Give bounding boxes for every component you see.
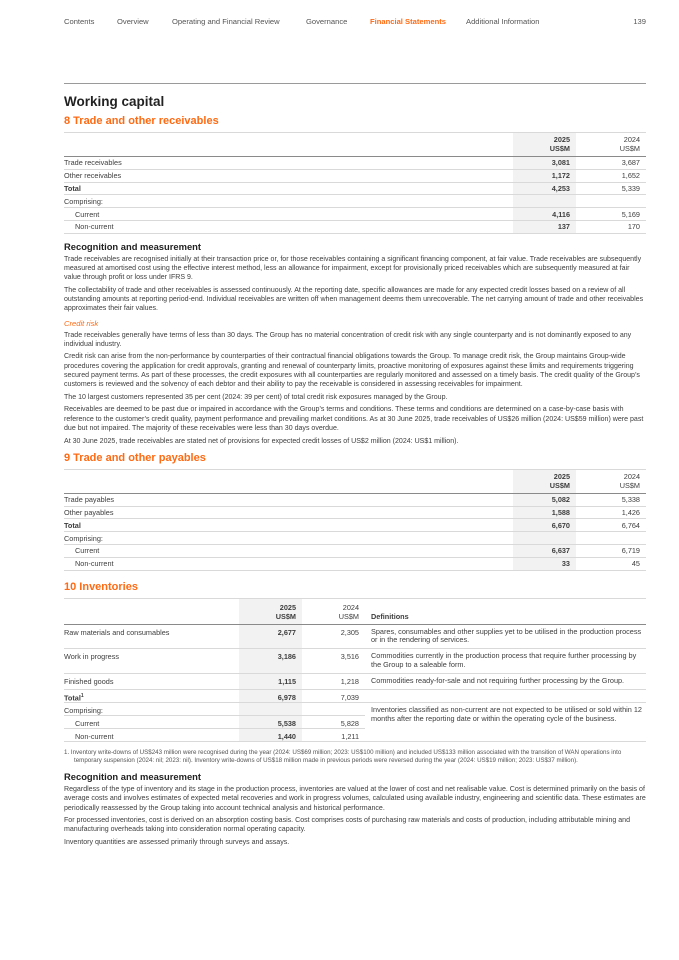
definition: Inventories classified as non-current are not expected to be utilised or sold within 12 months after the reporting date or within the operating cycle of the business. [365, 702, 646, 741]
header-label-cell [64, 598, 239, 624]
page-title: Working capital [64, 94, 165, 109]
col-year: 2025 [279, 602, 296, 612]
page-number: 139 [633, 17, 646, 26]
inventories-table [64, 598, 646, 742]
value-2025 [513, 532, 576, 545]
value-2024: 170 [576, 220, 646, 233]
col-2024-header [576, 469, 646, 493]
table-row [64, 532, 646, 545]
header-label-cell [64, 469, 513, 493]
nav-governance[interactable]: Governance [306, 17, 348, 26]
receivables-heading: 8 Trade and other receivables [64, 115, 219, 127]
value-2025: 1,115 [239, 673, 302, 689]
inventory-recognition-heading: Recognition and measurement [64, 771, 202, 783]
col-2025-header [513, 469, 576, 493]
col-unit: US$M [338, 611, 359, 621]
row-label: Work in progress [64, 649, 239, 674]
paragraph: Trade receivables are recognised initially at their transaction price or, for those receivables containing a significant financing component, at fair value. Trade receivables are subsequently measured at amortised cost using the effective interest method, less an allowance for impairment, except for provisionally priced receivables which are subsequently measured at fair value through profit or loss under IFRS 9. [64, 255, 642, 282]
value-2025: 1,588 [513, 506, 576, 519]
row-label: Non-current [64, 557, 513, 570]
value-2025: 2,677 [239, 624, 302, 649]
table-header-row [64, 469, 646, 493]
value-2024: 3,687 [576, 157, 646, 170]
total-row [64, 519, 646, 532]
value-2025: 4,253 [513, 182, 576, 195]
definition: Commodities currently in the production process that require further processing by the Group to a saleable form. [365, 649, 646, 674]
total-row [64, 689, 646, 702]
value-2024: 45 [576, 557, 646, 570]
row-label: Other receivables [64, 169, 513, 182]
table-row [64, 208, 646, 221]
footnote-marker: 1 [80, 692, 84, 699]
col-2024-header [302, 598, 365, 624]
payables-table [64, 469, 646, 571]
value-2025: 3,186 [239, 649, 302, 674]
inventories-section [64, 581, 646, 848]
paragraph: Inventory quantities are assessed primarily through surveys and assays. [64, 839, 290, 847]
col-unit: US$M [549, 480, 570, 490]
col-unit: US$M [619, 144, 640, 153]
table-row [64, 544, 646, 557]
receivables-section [64, 115, 646, 446]
value-2025: 5,082 [513, 493, 576, 506]
header-divider [64, 83, 646, 84]
nav-financial-statements[interactable]: Financial Statements [370, 17, 446, 26]
value-2025: 6,978 [239, 689, 302, 702]
row-label: Comprising: [64, 195, 513, 208]
row-label [64, 689, 239, 702]
nav-overview[interactable]: Overview [117, 17, 149, 26]
row-label: Current [64, 715, 239, 728]
total-row [64, 182, 646, 195]
value-2025: 5,538 [239, 715, 302, 728]
value-2025: 1,440 [239, 728, 302, 741]
col-2025-header [513, 133, 576, 157]
paragraph: Credit risk can arise from the non-performance by counterparties of their contractual financial obligations towards the Group. To manage credit risk, the Group maintains Group-wide procedures covering the application for credit approvals, granting and renewal of counterparty limits, proactive monitoring of exposures against these limits and requirements triggering secured payment terms. As part of these processes, the credit exposures with all counterparties are regularly monitored and assessed on a timely basis. The credit quality of the Group’s customers is reviewed and the solvency of each debtor and their ability to pay the receivable is considered in assessing receivables for impairment. [64, 353, 640, 389]
value-2024: 5,169 [576, 208, 646, 221]
value-2025 [239, 702, 302, 715]
value-2025: 4,116 [513, 208, 576, 221]
table-row [64, 624, 646, 649]
value-2025: 137 [513, 220, 576, 233]
col-unit: US$M [275, 611, 296, 621]
table-row [64, 506, 646, 519]
value-2024: 1,218 [302, 673, 365, 689]
value-2024: 1,426 [576, 506, 646, 519]
paragraph: Regardless of the type of inventory and its stage in the production process, inventories are valued at the lower of cost and net realisable value. Cost is determined primarily on the basis of average costs and involves estimates of expected metal recoveries and work in progress volumes, calculated using available industry, engineering and scientific data. These estimates are periodically reassessed by the Group taking into account technical analysis and historical performance. [64, 786, 646, 812]
paragraph: At 30 June 2025, trade receivables are stated net of provisions for expected credit losses of US$2 million (2024: US$1 million). [64, 437, 459, 445]
nav-additional-information[interactable]: Additional Information [466, 17, 540, 26]
total-label: Total [64, 692, 81, 702]
footnote: 1. Inventory write-downs of US$243 million were recognised during the year (2024: US$69 million; 2023: US$100 million) and included US$133 million associated with the transition of WAN operations into temporary suspension (2024: nil; 2023: nil). Inventory write-downs of US$18 million made in previous periods were reversed during the year (2024: US$19 million; 2023: US$37 million). [64, 748, 622, 764]
row-label: Comprising: [64, 532, 513, 545]
col-2024-header [576, 133, 646, 157]
receivables-table [64, 132, 646, 234]
payables-heading: 9 Trade and other payables [64, 451, 206, 464]
value-2024: 5,339 [576, 182, 646, 195]
nav-contents[interactable]: Contents [64, 17, 95, 26]
value-2024: 5,828 [302, 715, 365, 728]
value-2025: 33 [513, 557, 576, 570]
header-label-cell [64, 133, 513, 157]
value-2024 [576, 532, 646, 545]
value-2024: 3,516 [302, 649, 365, 674]
table-header-row [64, 133, 646, 157]
row-label: Current [64, 544, 513, 557]
value-2025: 1,172 [513, 169, 576, 182]
paragraph: Trade receivables generally have terms of less than 30 days. The Group has no material concentration of credit risk with any single counterparty and is not dominantly exposed to any individual industry. [64, 331, 632, 348]
row-label: Total [64, 182, 513, 195]
definition [365, 689, 646, 702]
value-2024: 6,719 [576, 544, 646, 557]
value-2025 [513, 195, 576, 208]
table-header-row [64, 598, 646, 624]
col-2025-header [239, 598, 302, 624]
row-label: Current [64, 208, 513, 221]
row-label: Non-current [64, 728, 239, 741]
row-label: Raw materials and consumables [64, 624, 239, 649]
row-label: Other payables [64, 506, 513, 519]
definition: Commodities ready-for-sale and not requiring further processing by the Group. [365, 673, 646, 689]
value-2025: 6,637 [513, 544, 576, 557]
value-2025: 6,670 [513, 519, 576, 532]
value-2024 [576, 195, 646, 208]
col-year: 2024 [342, 602, 359, 612]
value-2024: 1,652 [576, 169, 646, 182]
table-row [64, 557, 646, 570]
inventories-heading: 10 Inventories [64, 580, 138, 593]
table-row [64, 702, 646, 715]
value-2024: 7,039 [302, 689, 365, 702]
value-2024: 6,764 [576, 519, 646, 532]
nav-operating-review[interactable]: Operating and Financial Review [172, 17, 280, 26]
recognition-heading: Recognition and measurement [64, 240, 202, 252]
value-2024 [302, 702, 365, 715]
col-year: 2025 [553, 135, 570, 144]
col-year: 2024 [623, 471, 640, 481]
row-label: Trade receivables [64, 157, 513, 170]
row-label: Non-current [64, 220, 513, 233]
col-unit: US$M [619, 480, 640, 490]
table-row [64, 195, 646, 208]
col-definitions-header: Definitions [365, 598, 646, 624]
main-content [64, 94, 646, 851]
paragraph: The 10 largest customers represented 35 per cent (2024: 39 per cent) of total credit risk exposures managed by the Group. [64, 393, 448, 401]
row-label: Comprising: [64, 702, 239, 715]
row-label: Trade payables [64, 493, 513, 506]
value-2024: 2,305 [302, 624, 365, 649]
col-year: 2024 [623, 135, 640, 144]
table-row [64, 220, 646, 233]
value-2025: 3,081 [513, 157, 576, 170]
value-2024: 1,211 [302, 728, 365, 741]
definition: Spares, consumables and other supplies yet to be utilised in the production process or in the rendering of services. [365, 624, 646, 649]
row-label: Finished goods [64, 673, 239, 689]
value-2024: 5,338 [576, 493, 646, 506]
table-row [64, 157, 646, 170]
credit-risk-heading: Credit risk [64, 318, 99, 328]
top-navigation [64, 17, 646, 29]
table-row [64, 673, 646, 689]
col-unit: US$M [549, 144, 570, 153]
table-row [64, 169, 646, 182]
payables-section [64, 452, 646, 571]
table-row [64, 649, 646, 674]
paragraph: Receivables are deemed to be past due or impaired in accordance with the Group’s terms and conditions. These terms and conditions are determined on a case-by-case basis with reference to the customer’s credit quality, payment performance and prevailing market conditions. As at 30 June 2025, trade receivables of US$26 million (2024: US$59 million) were past due but not impaired. The majority of these receivables were less than 30 days overdue. [64, 406, 644, 432]
paragraph: The collectability of trade and other receivables is assessed continuously. At the reporting date, specific allowances are made for any expected credit losses based on a review of all outstanding amounts at reporting period-end. Individual receivables are written off when management deems them unrecoverable. The net carrying amount of trade and other receivables approximates their fair values. [64, 286, 644, 313]
row-label: Total [64, 519, 513, 532]
table-row [64, 493, 646, 506]
paragraph: For processed inventories, cost is derived on an absorption costing basis. Cost comprises costs of purchasing raw materials and costs of production, including attributable mining and manufacturing overheads taking into consideration normal operating capacity. [64, 817, 630, 834]
col-year: 2025 [553, 471, 570, 481]
